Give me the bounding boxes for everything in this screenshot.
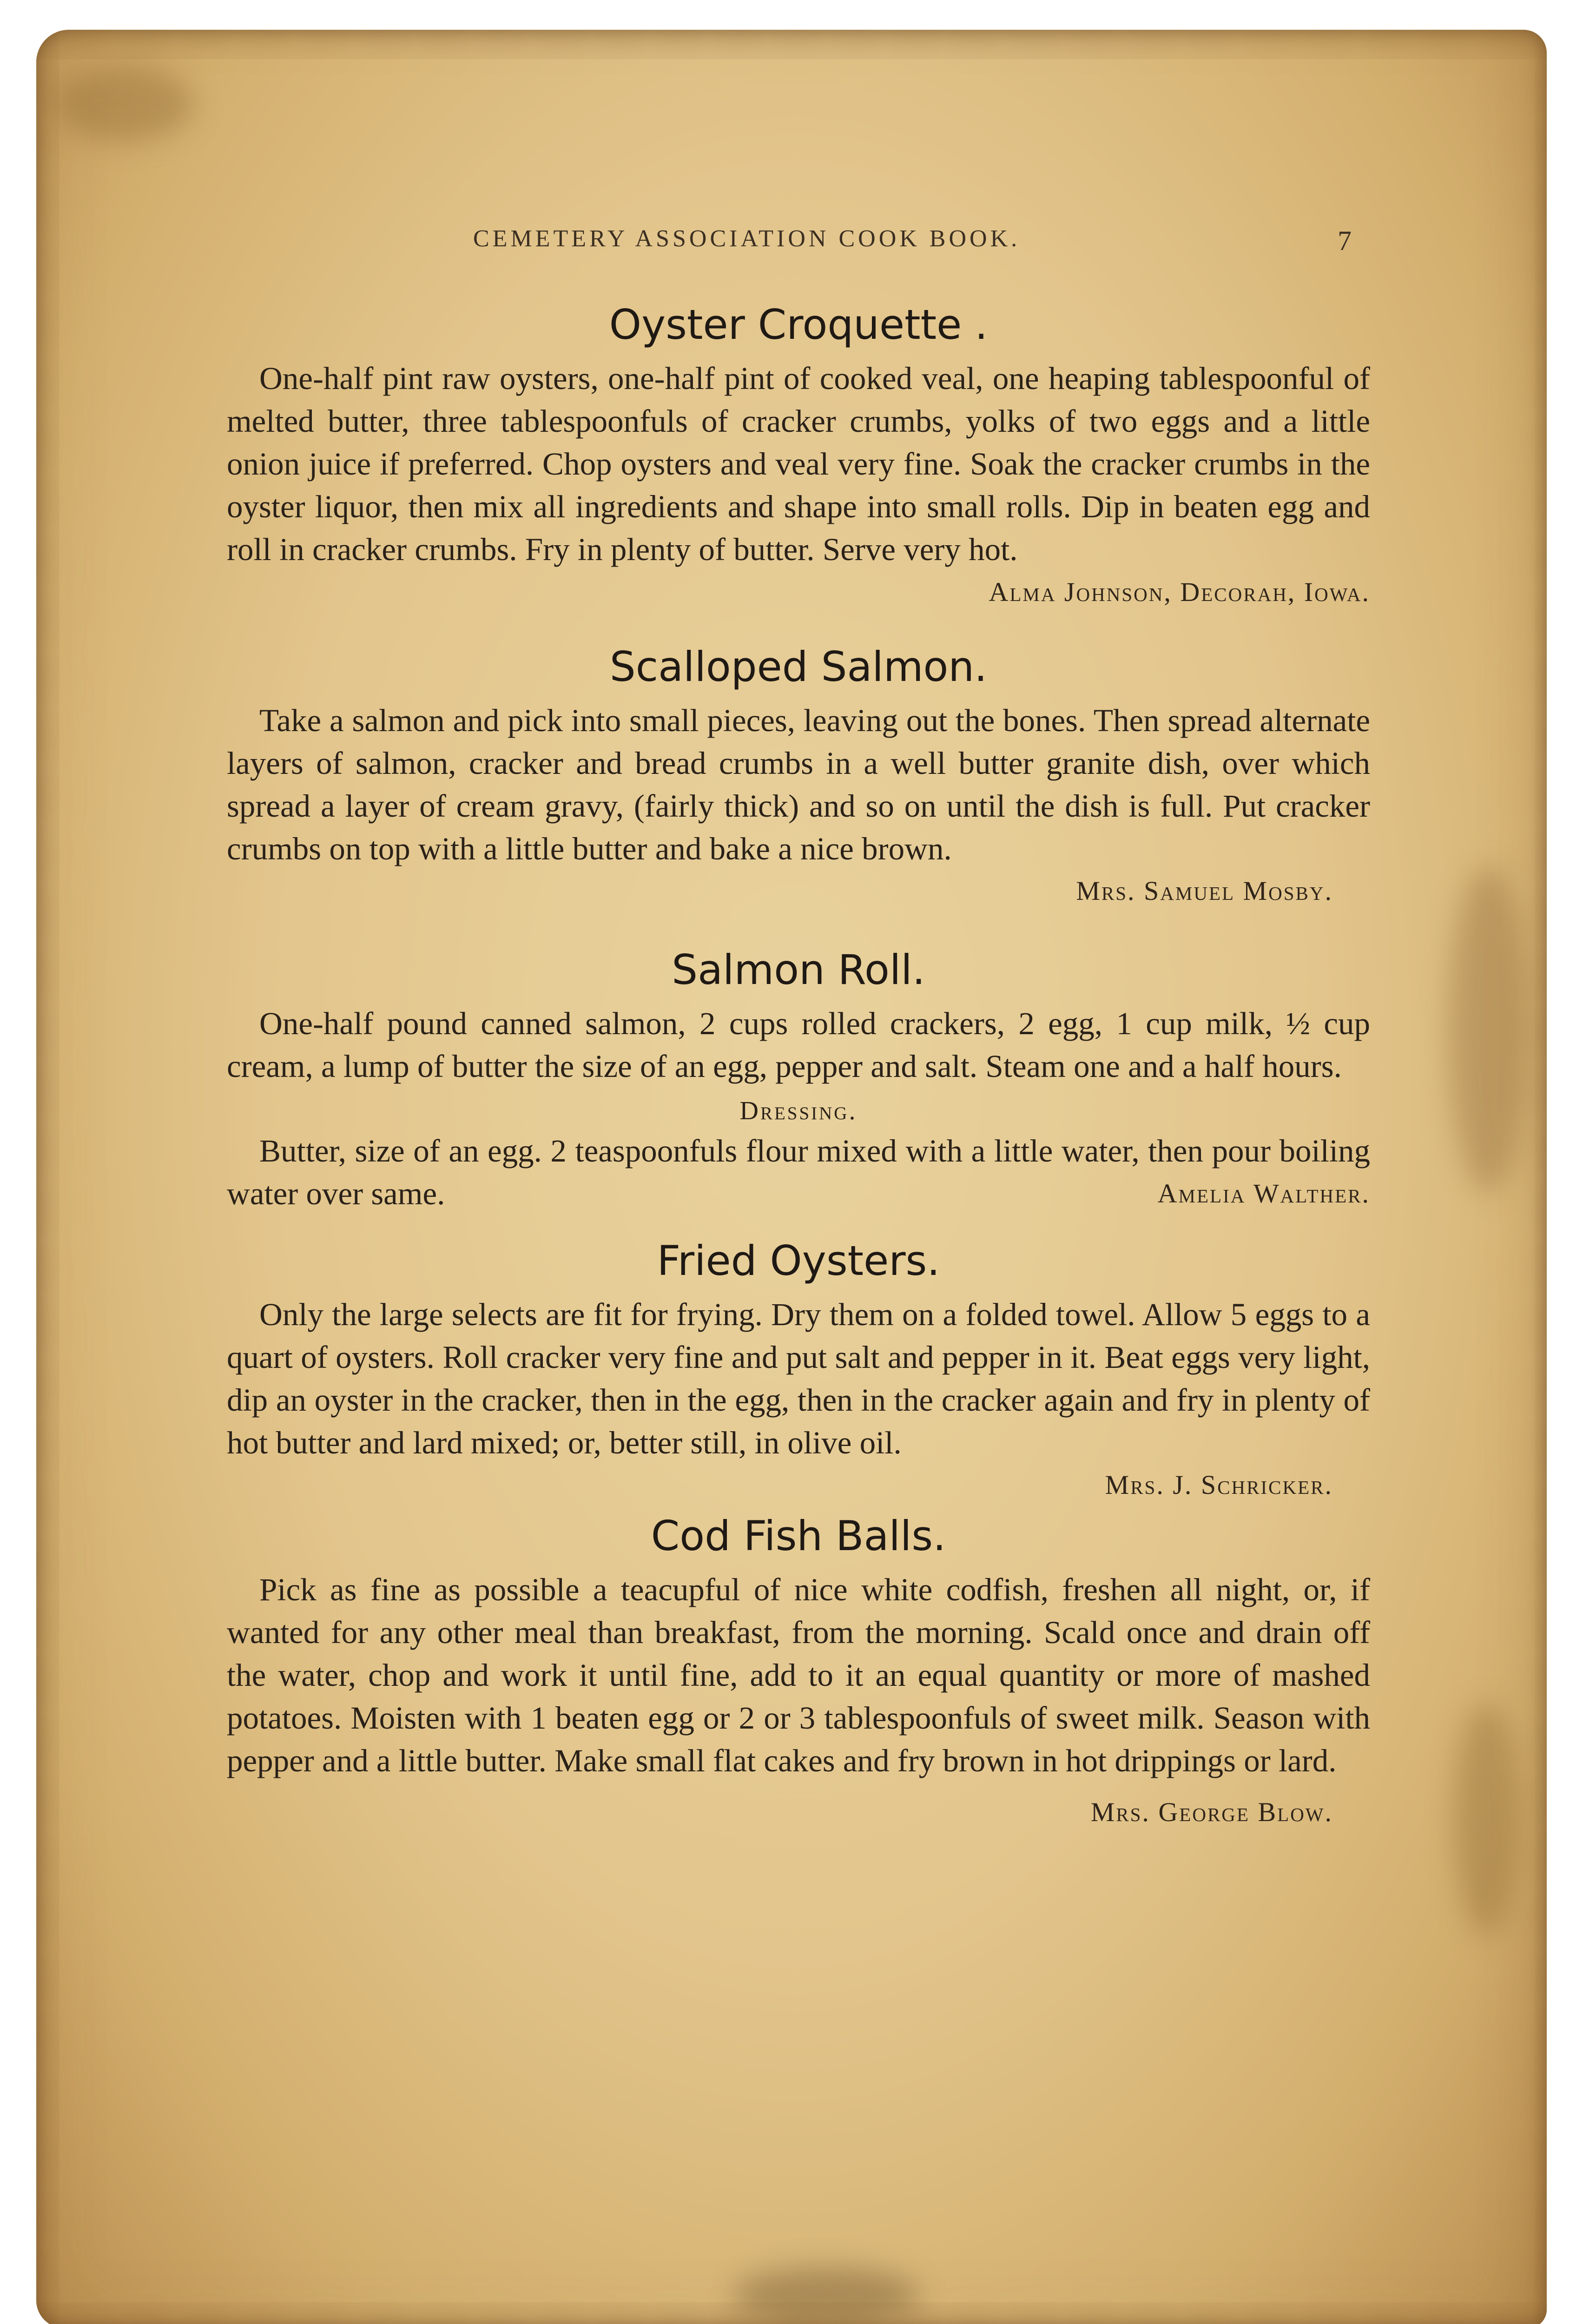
- recipe-body: One-half pound canned salmon, 2 cups rolled crackers, 2 egg, 1 cup milk, ½ cup cream, a lump of butter the size of an egg, pepper and salt. Steam one and a half hours.: [227, 1006, 1370, 1084]
- recipe-title: Cod Fish Balls.: [651, 1512, 946, 1560]
- recipe-text: One-half pint raw oysters, one-half pint of cooked veal, one heaping tablespoonful of melted butter, three tablespoonfuls of cracker crumbs, yolks of two eggs and a little onion juice if preferred. Chop oysters and veal very fine. Soak the cracker crumbs in the oyster liquor, then mix all ingredients and shape into small rolls. Dip in beaten egg and roll in cracker crumbs. Fry in plenty of butter. Serve very hot.: [227, 361, 1370, 567]
- recipe-credit: Mrs. George Blow.: [1090, 1797, 1333, 1827]
- recipe-body: Pick as fine as possible a teacupful of nice white codfish, freshen all night, or, if wanted for any other meal than breakfast, from the morning. Scald once and drain off the water, chop and work it until fine, add to it an equal quantity or more of mashed potatoes. Moisten with 1 beaten egg or 2 or 3 tablespoonfuls of sweet milk. Season with pepper and a little butter. Make small flat cakes and fry brown in hot drippings or lard.: [227, 1572, 1370, 1778]
- page-header: [473, 225, 1352, 257]
- page-number: 7: [1338, 225, 1352, 256]
- running-title: CEMETERY ASSOCIATION COOK BOOK.: [473, 225, 1021, 252]
- dressing-heading: Dressing.: [739, 1096, 857, 1125]
- dressing-text: Butter, size of an egg. 2 teaspoonfuls flour mixed with a little water, then pour boiling water over same.: [227, 1133, 1370, 1211]
- dressing-body: [227, 1129, 1370, 1215]
- recipe-body: Only the large selects are fit for frying. Dry them on a folded towel. Allow 5 eggs to a quart of oysters. Roll cracker very fine and put salt and pepper in it. Beat eggs very light, dip an oyster in the cracker, then in the egg, then in the cracker again and fry in plenty of hot butter and lard mixed; or, better still, in olive oil.: [227, 1297, 1370, 1460]
- recipe-fried-oysters: [227, 1235, 1370, 1506]
- page-content: [227, 299, 1370, 1833]
- paper-stain: [1449, 866, 1528, 1192]
- recipe-credit: Alma Johnson, Decorah, Iowa.: [989, 577, 1370, 607]
- book-page: [36, 30, 1547, 2324]
- recipe-cod-fish-balls: [227, 1511, 1370, 1833]
- recipe-body: [227, 357, 1370, 607]
- paper-stain: [733, 2268, 919, 2324]
- paper-stain: [55, 67, 194, 141]
- recipe-title: Salmon Roll.: [672, 946, 925, 994]
- recipe-salmon-roll: [227, 944, 1370, 1215]
- recipe-credit: Mrs. Samuel Mosby.: [1076, 876, 1333, 906]
- paper-stain: [1454, 1703, 1519, 1935]
- recipe-credit: Amelia Walther.: [1157, 1178, 1370, 1208]
- recipe-body: Take a salmon and pick into small pieces, leaving out the bones. Then spread alternate layers of salmon, cracker and bread crumbs in a well butter granite dish, over which spread a layer of cream gravy, (fairly thick) and so on until the dish is full. Put cracker crumbs on top with a little butter and bake a nice brown.: [227, 703, 1370, 866]
- recipe-credit: Mrs. J. Schricker.: [1105, 1470, 1333, 1500]
- recipe-scalloped-salmon: [227, 641, 1370, 912]
- recipe-oyster-croquette: [227, 299, 1370, 614]
- recipe-title: Fried Oysters.: [657, 1237, 940, 1285]
- recipe-title: Oyster Croquette .: [609, 301, 988, 349]
- recipe-title: Scalloped Salmon.: [609, 643, 988, 691]
